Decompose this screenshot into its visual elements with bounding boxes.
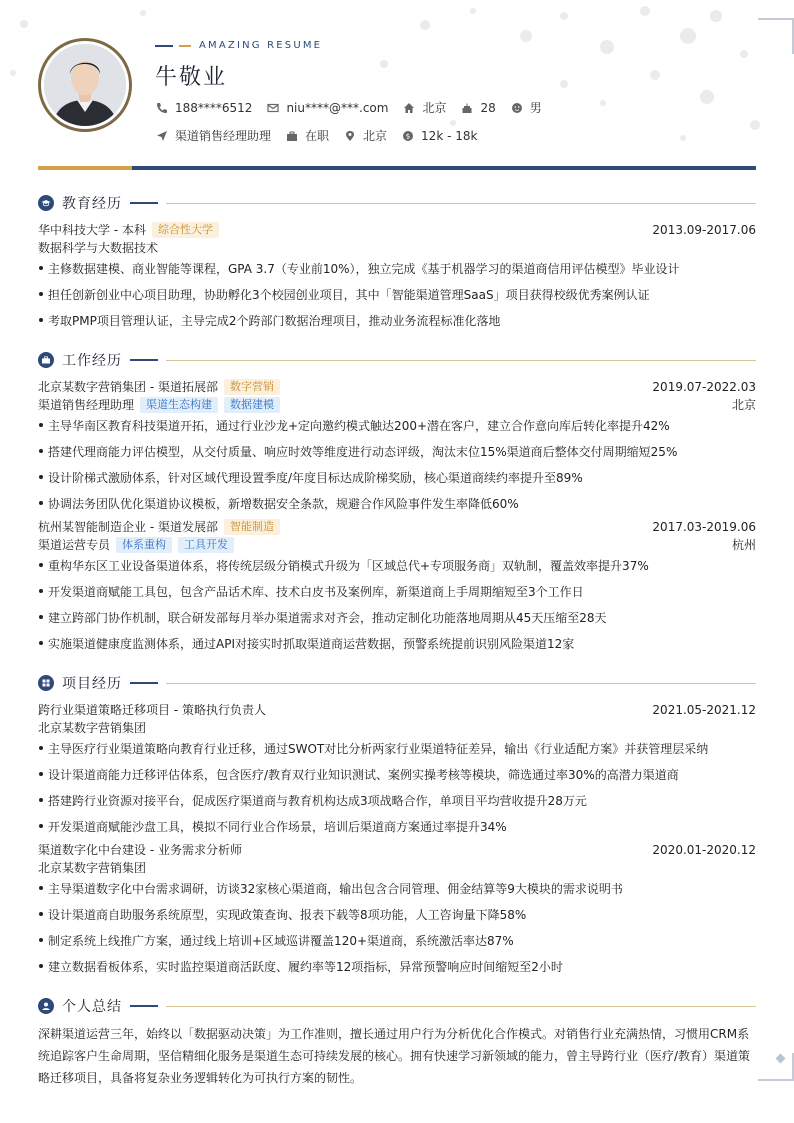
project-date: 2021.05-2021.12 [652,702,756,717]
work-header-row [38,518,756,535]
avatar [38,38,132,132]
gender-item [510,99,542,116]
age-text: 28 [480,100,496,115]
school-name: 华中科技大学 - 本科 [38,223,146,237]
job-status-item [285,127,329,144]
phone-icon [155,101,169,115]
education-date: 2013.09-2017.06 [652,222,756,237]
skill-tag: 工具开发 [178,537,234,553]
target-city-text: 北京 [363,129,388,143]
skill-tag: 体系重构 [116,537,172,553]
job-intent-row [155,127,491,144]
role-title: 渠道运营专员 [38,538,111,552]
project-bullet: 设计渠道商自助服务系统原型，实现政策查询、报表下载等8项功能，人工咨询量下降58% [38,906,756,923]
mail-icon [266,101,280,115]
work-date: 2017.03-2019.06 [652,519,756,534]
email-item [266,101,388,115]
salary-text: 12k - 18k [421,128,478,143]
skill-tag: 渠道生态构建 [140,397,218,413]
project-date: 2020.01-2020.12 [652,842,756,857]
target-position-text: 渠道销售经理助理 [175,129,272,143]
profile-photo [44,44,126,126]
school-type-tag: 综合性大学 [152,222,219,238]
education-bullet: 担任创新创业中心项目助理，协助孵化3个校园创业项目，其中「智能渠道管理SaaS」项目获得校级优秀案例认证 [38,286,756,303]
project-org-row [38,719,756,736]
project-bullet: 主导医疗行业渠道策略向教育行业迁移，通过SWOT对比分析两家行业渠道特征差异，输出《行业适配方案》并获管理层采纳 [38,740,756,757]
age-item [460,101,495,115]
project-bullet: 主导渠道数字化中台需求调研，访谈32家核心渠道商，输出包含合同管理、佣金结算等9大模块的需求说明书 [38,880,756,897]
home-city-item [402,99,446,116]
grid-icon [38,675,54,691]
major-name: 数据科学与大数据技术 [38,241,159,255]
project-bullet: 建立数据看板体系，实时监控渠道商活跃度、履约率等12项指标，异常预警响应时间缩短至2小时 [38,958,756,975]
send-icon [155,129,169,143]
svg-text:$: $ [405,132,411,140]
graduation-cap-icon [38,195,54,211]
section-projects-label: 项目经历 [62,676,122,692]
email-text: niu****@***.com [286,100,389,115]
user-icon [38,998,54,1014]
section-summary-label: 个人总结 [62,999,122,1015]
home-city-text: 北京 [422,101,447,115]
tagline-text: AMAZING RESUME [199,40,323,51]
phone-item [155,101,252,115]
skill-tag: 数据建模 [224,397,280,413]
work-bullet: 重构华东区工业设备渠道体系，将传统层级分销模式升级为「区域总代+专项服务商」双轨制，覆盖效率提升37% [38,557,756,574]
project-title: 渠道数字化中台建设 - 业务需求分析师 [38,843,242,857]
work-date: 2019.07-2022.03 [652,379,756,394]
company-name: 北京某数字营销集团 - 渠道拓展部 [38,380,218,394]
phone-text: 188****6512 [175,100,253,115]
work-role-row [38,396,756,413]
job-status-text: 在职 [305,129,330,143]
summary-text: 深耕渠道运营三年，始终以「数据驱动决策」为工作准则，擅长通过用户行为分析优化合作模式。对销售行业充满热情，习惯用CRM系统追踪客户生命周期，坚信精细化服务是渠道生态可持续发展的核心。拥有快速学习新领域的能力，曾主导跨行业（医疗/教育）渠道策略迁移项目，具备将复杂业务逻辑转化为可执行方案的韧性。 [38,1027,751,1085]
major-row [38,239,756,256]
education-bullet: 考取PMP项目管理认证，主导完成2个跨部门数据治理项目，推动业务流程标准化落地 [38,312,756,329]
target-position-item [155,127,271,144]
tagline-line-gold [179,45,191,47]
project-bullet: 制定系统上线推广方案，通过线上培训+区域巡讲覆盖120+渠道商，系统激活率达87% [38,932,756,949]
project-org-row [38,859,756,876]
work-role-row [38,536,756,553]
project-title: 跨行业渠道策略迁移项目 - 策略执行负责人 [38,703,266,717]
header-divider-bar [38,166,756,170]
briefcase-icon [285,129,299,143]
company-name: 杭州某智能制造企业 - 渠道发展部 [38,520,218,534]
corner-decoration-bottom-right [758,1053,794,1081]
person-icon [510,101,524,115]
work-bullet: 建立跨部门协作机制，联合研发部每月举办渠道需求对齐会，推动定制化功能落地周期从45天压缩至28天 [38,609,756,626]
salary-item [401,129,477,143]
money-icon [401,129,415,143]
project-org: 北京某数字营销集团 [38,861,147,875]
work-city: 杭州 [731,538,756,552]
project-header-row [38,841,756,858]
industry-tag: 数字营销 [224,379,280,395]
work-bullet: 协调法务团队优化渠道协议模板，新增数据安全条款，规避合作风险事件发生率降低60% [38,495,756,512]
education-header-row [38,221,756,238]
work-bullet: 开发渠道商赋能工具包，包含产品话术库、技术白皮书及案例库，新渠道商上手周期缩短至3个工作日 [38,583,756,600]
candidate-name: 牛敬业 [155,65,228,90]
gender-text: 男 [529,101,542,115]
target-city-item [343,127,387,144]
cake-icon [460,101,474,115]
work-bullet: 主导华南区教育科技渠道开拓，通过行业沙龙+定向邀约模式触达200+潜在客户，建立合作意向库后转化率提升42% [38,417,756,434]
tagline-line-blue [155,45,173,47]
role-title: 渠道销售经理助理 [38,398,135,412]
industry-tag: 智能制造 [224,519,280,535]
home-icon [402,101,416,115]
work-header-row [38,378,756,395]
section-education-title [38,193,756,213]
section-work-title [38,350,756,370]
work-bullet: 搭建代理商能力评估模型，从交付质量、响应时效等维度进行动态评级，淘汰末位15%渠道商后整体交付周期缩短25% [38,443,756,460]
section-projects-title [38,673,756,693]
project-bullet: 搭建跨行业资源对接平台，促成医疗渠道商与教育机构达成3项战略合作，单项目平均营收提升28万元 [38,792,756,809]
project-org: 北京某数字营销集团 [38,721,147,735]
tagline [155,40,322,51]
briefcase-icon [38,352,54,368]
project-bullet: 开发渠道商赋能沙盘工具，模拟不同行业合作场景，培训后渠道商方案通过率提升34% [38,818,756,835]
work-city: 北京 [731,398,756,412]
section-education-label: 教育经历 [62,196,122,212]
section-work-label: 工作经历 [62,353,122,369]
corner-decoration-top-right [758,18,794,54]
work-bullet: 设计阶梯式激励体系，针对区域代理设置季度/年度目标达成阶梯奖励，核心渠道商续约率提升至89% [38,469,756,486]
education-bullet: 主修数据建模、商业智能等课程，GPA 3.7（专业前10%），独立完成《基于机器学习的渠道商信用评估模型》毕业设计 [38,260,756,277]
diamond-icon [776,1054,786,1064]
location-pin-icon [343,129,357,143]
project-bullet: 设计渠道商能力迁移评估体系，包含医疗/教育双行业知识测试、案例实操考核等模块，筛选通过率30%的高潜力渠道商 [38,766,756,783]
work-bullet: 实施渠道健康度监测体系，通过API对接实时抓取渠道商运营数据，预警系统提前识别风险渠道12家 [38,635,756,652]
contact-row [155,99,556,116]
project-header-row [38,701,756,718]
section-summary-title [38,996,756,1016]
